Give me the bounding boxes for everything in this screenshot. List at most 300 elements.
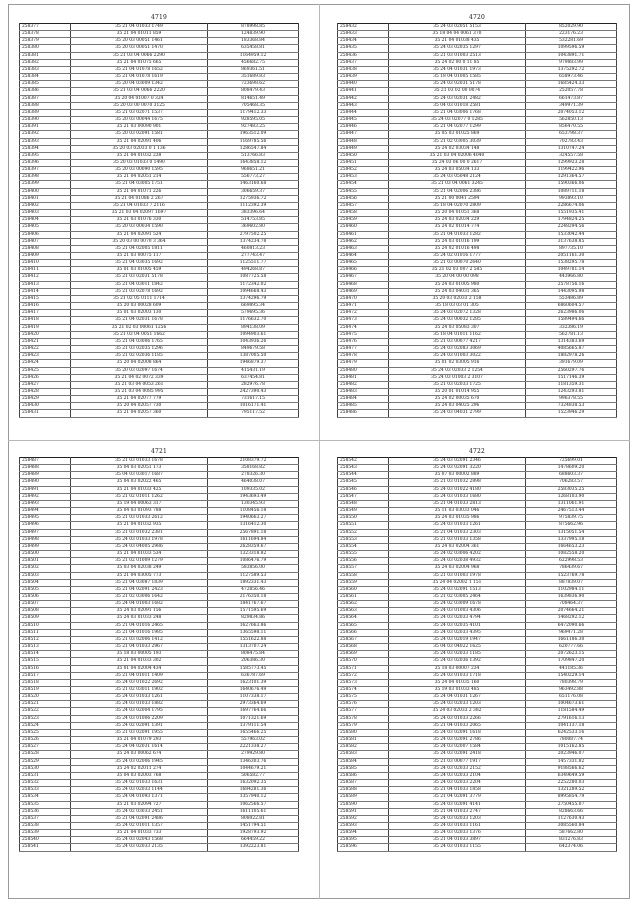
record-id-cell: 258460: [338, 224, 389, 231]
amount-cell: 1551935.41: [526, 210, 617, 217]
amount-cell: 1268103.90: [526, 493, 617, 500]
amount-cell: 514753.85: [208, 217, 299, 224]
account-code-cell: 35 21 02 05 0111 1714: [71, 295, 208, 302]
account-code-cell: 35 24 03 01005 980: [389, 281, 526, 288]
amount-cell: 1087725.58: [208, 274, 299, 281]
record-id-cell: 258436: [338, 52, 389, 59]
table-row: [20, 181, 299, 188]
table-row: [20, 508, 299, 515]
record-id-cell: 258466: [338, 267, 389, 274]
amount-cell: 562781.13: [526, 331, 617, 338]
table-row: [20, 579, 299, 586]
amount-cell: 894138.09: [208, 324, 299, 331]
table-row: [20, 658, 299, 665]
account-code-cell: 35 21 04 03035 1692: [71, 260, 208, 267]
table-row: [338, 66, 617, 73]
record-id-cell: 258556: [338, 558, 389, 565]
record-id-cell: 258427: [20, 381, 71, 388]
record-id-cell: 258487: [20, 458, 71, 465]
record-id-cell: 258467: [338, 274, 389, 281]
amount-cell: 1357940.12: [208, 794, 299, 801]
account-code-cell: 35 24 03 02033 2104: [389, 772, 526, 779]
account-code-cell: 35 24 03 01022 2692: [71, 679, 208, 686]
account-code-cell: 35 24 02 02091 1391: [71, 722, 208, 729]
table-row: [20, 295, 299, 302]
account-code-cell: 35 24 03 00032 1285: [389, 317, 526, 324]
record-id-cell: 258543: [338, 465, 389, 472]
account-code-cell: 35 24 03 01033 2266: [389, 715, 526, 722]
account-code-cell: 35 24 03 01006 2209: [71, 715, 208, 722]
account-code-cell: 35 21 04 03006 1765: [71, 338, 208, 345]
table-row: [20, 346, 299, 353]
table-row: [20, 38, 299, 45]
account-code-cell: 35 21 04 03011 1842: [71, 281, 208, 288]
account-code-cell: 35 04 03 04022 1625: [389, 644, 526, 651]
table-row: [20, 66, 299, 73]
amount-cell: 1685424.33: [526, 81, 617, 88]
record-id-cell: 258428: [20, 388, 71, 395]
record-id-cell: 258406: [20, 231, 71, 238]
amount-cell: 1291364.57: [526, 174, 617, 181]
table-row: [20, 45, 299, 52]
table-row: [338, 231, 617, 238]
record-id-cell: 258570: [338, 658, 389, 665]
column-divider: [319, 4, 320, 899]
account-code-cell: 35 21 04 01011 1409: [71, 672, 208, 679]
table-row: [20, 24, 299, 31]
record-id-cell: 258524: [20, 722, 71, 729]
table-row: [338, 515, 617, 522]
amount-cell: 506582.77: [208, 772, 299, 779]
amount-cell: 2560297.76: [526, 367, 617, 374]
table-row: [20, 174, 299, 181]
amount-cell: 1044679.21: [208, 765, 299, 772]
account-code-cell: 35 21 03 00077 4217: [389, 338, 526, 345]
amount-cell: 1623101.39: [208, 679, 299, 686]
account-code-cell: 35 20 03 00034 1590: [71, 224, 208, 231]
amount-cell: 324557.58: [526, 152, 617, 159]
record-id-cell: 258462: [338, 238, 389, 245]
amount-cell: 1571595.69: [208, 608, 299, 615]
amount-cell: 391679.09: [526, 360, 617, 367]
amount-cell: 849679.58: [208, 346, 299, 353]
record-id-cell: 258409: [20, 253, 71, 260]
table-row: [338, 388, 617, 395]
amount-cell: 897735.10: [526, 245, 617, 252]
record-id-cell: 258548: [338, 500, 389, 507]
table-row: [338, 694, 617, 701]
amount-cell: 1086476.79: [208, 558, 299, 565]
record-id-cell: 258525: [20, 729, 71, 736]
table-row: [20, 722, 299, 729]
amount-cell: 651176.08: [526, 694, 617, 701]
table-row: [338, 486, 617, 493]
account-code-cell: 35 24 03 02004 968: [389, 565, 526, 572]
account-code-cell: 35 21 04 01033 2303: [389, 529, 526, 536]
account-code-cell: 35 24 04 02002 1 151: [389, 579, 526, 586]
account-code-cell: 35 21 04 01071 226: [71, 188, 208, 195]
amount-cell: 1611105.61: [208, 808, 299, 815]
table-row: [338, 529, 617, 536]
amount-cell: 349971.39: [526, 102, 617, 109]
amount-cell: 1387005.50: [208, 353, 299, 360]
amount-cell: 642374.06: [526, 844, 617, 851]
table-row: [338, 81, 617, 88]
account-code-cell: 35 24 04 02031 1614: [71, 744, 208, 751]
account-code-cell: 35 21 03 01033 2612: [71, 515, 208, 522]
account-code-cell: 35 21 04 02091 406: [71, 138, 208, 145]
record-id-cell: 258459: [338, 217, 389, 224]
table-row: [338, 59, 617, 66]
table-row: [338, 579, 617, 586]
record-id-cell: 258379: [20, 38, 71, 45]
record-id-cell: 258567: [338, 636, 389, 643]
ledger-table: [19, 457, 299, 852]
amount-cell: 2467513.44: [526, 508, 617, 515]
record-id-cell: 258416: [20, 303, 71, 310]
record-id-cell: 258421: [20, 338, 71, 345]
account-code-cell: 35 24 04 01035 160: [389, 679, 526, 686]
account-code-cell: 35 21 04 02091 2423: [71, 586, 208, 593]
amount-cell: 637454.81: [208, 374, 299, 381]
amount-cell: 2973364.69: [208, 701, 299, 708]
record-id-cell: 258481: [338, 374, 389, 381]
amount-cell: 1374296.79: [208, 295, 299, 302]
account-code-cell: 35 21 04 01038 435: [389, 38, 526, 45]
amount-cell: 1639836.90: [526, 593, 617, 600]
record-id-cell: 258504: [20, 579, 71, 586]
account-code-cell: 35 24 03 02033 1376: [389, 830, 526, 837]
account-code-cell: 35 24 03 02091 4141: [389, 801, 526, 808]
amount-cell: 702783.43: [526, 138, 617, 145]
account-code-cell: 35 21 02 03 007 2 585: [389, 267, 526, 274]
table-row: [338, 188, 617, 195]
amount-cell: 7324838.53: [526, 403, 617, 410]
account-code-cell: 35 21 02 03006 1642: [71, 593, 208, 600]
table-row: [338, 217, 617, 224]
table-row: [338, 593, 617, 600]
account-code-cell: 35 24 03 02033 2 1254: [389, 367, 526, 374]
amount-cell: 653798.37: [526, 131, 617, 138]
table-row: [338, 174, 617, 181]
table-row: [338, 131, 617, 138]
account-code-cell: 35 21 02 03011 1902: [71, 687, 208, 694]
table-row: [20, 324, 299, 331]
amount-cell: 1538295.78: [526, 260, 617, 267]
table-row: [338, 145, 617, 152]
account-code-cell: 35 21 04 02077 1299: [389, 124, 526, 131]
amount-cell: 875662.96: [526, 522, 617, 529]
amount-cell: 1314383.69: [526, 338, 617, 345]
account-code-cell: 35 11 03 03033 046: [389, 508, 526, 515]
table-row: [338, 558, 617, 565]
record-id-cell: 258484: [338, 396, 389, 403]
account-code-cell: 35 03 04 02038 249: [71, 565, 208, 572]
amount-cell: 1892331.43: [208, 579, 299, 586]
account-code-cell: 35 21 04 01011 859: [71, 31, 208, 38]
amount-cell: 1089711.18: [526, 188, 617, 195]
table-row: [20, 131, 299, 138]
account-code-cell: 35 24 03 02038 4932: [389, 558, 526, 565]
amount-cell: 1589494.66: [526, 317, 617, 324]
account-code-cell: 35 21 03 01003 1978: [389, 572, 526, 579]
table-row: [20, 479, 299, 486]
table-row: [338, 500, 617, 507]
account-code-cell: 35 04 03 03017 1687: [71, 472, 208, 479]
account-code-cell: 35 24 03 01033 1261: [71, 694, 208, 701]
record-id-cell: 258486: [338, 410, 389, 417]
amount-cell: 1337995.18: [526, 536, 617, 543]
table-row: [338, 410, 617, 417]
table-row: [20, 159, 299, 166]
table-row: [338, 622, 617, 629]
account-code-cell: 35 24 03 04025 296: [389, 403, 526, 410]
amount-cell: 869361.51: [208, 66, 299, 73]
record-id-cell: 258578: [338, 715, 389, 722]
account-code-cell: 35 21 04 03005 1751: [71, 181, 208, 188]
account-code-cell: 35 21 04 03005 773: [71, 572, 208, 579]
record-id-cell: 258441: [338, 88, 389, 95]
amount-cell: 1478609.20: [526, 465, 617, 472]
record-id-cell: 258399: [20, 181, 71, 188]
record-id-cell: 258391: [20, 124, 71, 131]
account-code-cell: 35 24 03 06 00 0 2617: [389, 159, 526, 166]
table-row: [338, 260, 617, 267]
account-code-cell: 35 20 03 02091 1581: [71, 131, 208, 138]
table-row: [338, 124, 617, 131]
account-code-cell: 35 24 03 02033 2135: [71, 844, 208, 851]
table-row: [20, 260, 299, 267]
record-id-cell: 258575: [338, 694, 389, 701]
amount-cell: 1457331.82: [526, 758, 617, 765]
account-code-cell: 35 21 03 04 0085 995: [71, 388, 208, 395]
table-row: [20, 360, 299, 367]
amount-cell: 2791616.13: [526, 715, 617, 722]
record-id-cell: 258490: [20, 479, 71, 486]
amount-cell: 2286674.06: [526, 202, 617, 209]
record-id-cell: 258541: [20, 844, 71, 851]
account-code-cell: 35 21 04 03087 1839: [71, 579, 208, 586]
account-code-cell: 35 20 04 00 00 098: [389, 274, 526, 281]
amount-cell: 1375292.72: [526, 66, 617, 73]
record-id-cell: 258544: [338, 472, 389, 479]
amount-cell: 1275936.72: [208, 195, 299, 202]
record-id-cell: 258404: [20, 217, 71, 224]
record-id-cell: 258387: [20, 95, 71, 102]
record-id-cell: 258546: [338, 486, 389, 493]
account-code-cell: 35 21 03 01076 330: [71, 217, 208, 224]
amount-cell: 8995854.79: [526, 794, 617, 801]
table-row: [20, 267, 299, 274]
amount-cell: 829834.86: [208, 615, 299, 622]
record-id-cell: 258539: [20, 830, 71, 837]
table-row: [20, 31, 299, 38]
account-code-cell: 35 21 03 00077 1917: [389, 758, 526, 765]
account-code-cell: 35 21 04 02005 1811: [71, 245, 208, 252]
account-code-cell: 35 21 04 02057 360: [71, 410, 208, 417]
table-row: [20, 751, 299, 758]
amount-cell: 1463160.68: [208, 181, 299, 188]
amount-cell: 1946879.37: [208, 360, 299, 367]
amount-cell: 658973.46: [526, 74, 617, 81]
table-row: [338, 551, 617, 558]
table-row: [20, 238, 299, 245]
amount-cell: 706283.57: [526, 479, 617, 486]
account-code-cell: 35 24 03 02072 1328: [389, 310, 526, 317]
amount-cell: 415431.19: [208, 367, 299, 374]
record-id-cell: 258505: [20, 586, 71, 593]
amount-cell: 223176.23: [526, 31, 617, 38]
amount-cell: 358168.82: [208, 465, 299, 472]
account-code-cell: 35 21 04 01033 7 2116: [71, 202, 208, 209]
table-row: [20, 338, 299, 345]
account-code-cell: 35 24 03 02091 1618: [389, 729, 526, 736]
record-id-cell: 258407: [20, 238, 71, 245]
account-code-cell: 35 07 03 00002 889: [389, 472, 526, 479]
table-row: [338, 687, 617, 694]
table-row: [20, 403, 299, 410]
amount-cell: 780398.79: [526, 679, 617, 686]
record-id-cell: 258582: [338, 744, 389, 751]
table-row: [20, 808, 299, 815]
table-row: [338, 601, 617, 608]
account-code-cell: 35 24 02 01016 498: [389, 245, 526, 252]
record-id-cell: 258555: [338, 551, 389, 558]
record-id-cell: 258581: [338, 737, 389, 744]
record-id-cell: 258594: [338, 830, 389, 837]
table-row: [20, 608, 299, 615]
account-code-cell: 35 24 03 02007 1584: [389, 744, 526, 751]
table-row: [338, 381, 617, 388]
record-id-cell: 258479: [338, 360, 389, 367]
table-row: [20, 536, 299, 543]
amount-cell: 6349649.59: [526, 772, 617, 779]
record-id-cell: 258463: [338, 245, 389, 252]
table-row: [20, 217, 299, 224]
account-code-cell: 35 21 04 01033 1858: [389, 787, 526, 794]
amount-cell: 6242533.16: [526, 729, 617, 736]
record-id-cell: 258413: [20, 281, 71, 288]
amount-cell: 1655466.25: [208, 729, 299, 736]
table-row: [20, 231, 299, 238]
table-row: [20, 145, 299, 152]
amount-cell: 579695.36: [208, 310, 299, 317]
amount-cell: 852029.90: [526, 24, 617, 31]
table-row: [20, 396, 299, 403]
account-code-cell: 35 24 02 03033 2451: [71, 808, 208, 815]
record-id-cell: 258392: [20, 131, 71, 138]
record-id-cell: 258510: [20, 622, 71, 629]
account-code-cell: 35 21 02 03005 2464: [389, 593, 526, 600]
record-id-cell: 258530: [20, 765, 71, 772]
record-id-cell: 258382: [20, 59, 71, 66]
table-row: [20, 353, 299, 360]
table-row: [338, 458, 617, 465]
account-code-cell: 35 20 03 00 0070 3 364: [71, 238, 208, 245]
table-row: [338, 238, 617, 245]
table-row: [338, 830, 617, 837]
table-row: [20, 388, 299, 395]
amount-cell: 1697764.66: [208, 708, 299, 715]
account-code-cell: 35 21 03 01033 1358: [389, 536, 526, 543]
account-code-cell: 35 21 04 02077 779: [71, 396, 208, 403]
record-id-cell: 258506: [20, 593, 71, 600]
record-id-cell: 258563: [338, 608, 389, 615]
account-code-cell: 35 21 03 01033 1678: [71, 458, 208, 465]
record-id-cell: 258457: [338, 202, 389, 209]
record-id-cell: 258507: [20, 601, 71, 608]
account-code-cell: 35 20 04 03009 1342: [71, 81, 208, 88]
amount-cell: 1094668.43: [208, 288, 299, 295]
amount-cell: 2583035.25: [526, 486, 617, 493]
record-id-cell: 258532: [20, 780, 71, 787]
amount-cell: 1102984.11: [526, 586, 617, 593]
account-code-cell: 35 24 02 01014 774: [389, 224, 526, 231]
amount-cell: 979883.99: [526, 59, 617, 66]
table-row: [20, 644, 299, 651]
account-code-cell: 35 01 02 03005 916: [389, 360, 526, 367]
table-row: [338, 396, 617, 403]
account-code-cell: 35 21 04 02051 214: [71, 174, 208, 181]
amount-cell: 277743.47: [208, 253, 299, 260]
amount-cell: 1199422.96: [526, 167, 617, 174]
amount-cell: 808475.84: [208, 651, 299, 658]
table-row: [20, 188, 299, 195]
amount-cell: 723698.62: [208, 81, 299, 88]
amount-cell: 513766.83: [208, 152, 299, 159]
record-id-cell: 258590: [338, 801, 389, 808]
table-row: [20, 486, 299, 493]
table-row: [338, 837, 617, 844]
account-code-cell: 35 24 03 02035 4101: [389, 622, 526, 629]
account-code-cell: 35 24 03 02033 1185: [389, 651, 526, 658]
record-id-cell: 258377: [20, 24, 71, 31]
amount-cell: 1321289.52: [526, 787, 617, 794]
amount-cell: 1374234.78: [208, 238, 299, 245]
table-row: [20, 687, 299, 694]
table-row: [338, 808, 617, 815]
account-code-cell: 35 21 03 00090 901: [71, 124, 208, 131]
table-row: [20, 195, 299, 202]
account-code-cell: 35 24 03 02033 2204: [389, 780, 526, 787]
record-id-cell: 258593: [338, 822, 389, 829]
amount-cell: 1172342.02: [208, 281, 299, 288]
table-row: [338, 780, 617, 787]
table-row: [20, 472, 299, 479]
amount-cell: 1365598.11: [208, 629, 299, 636]
amount-cell: 557963.02: [208, 737, 299, 744]
record-id-cell: 258512: [20, 636, 71, 643]
record-id-cell: 258435: [338, 45, 389, 52]
record-id-cell: 258444: [338, 109, 389, 116]
record-id-cell: 258550: [338, 515, 389, 522]
amount-cell: 1540229.14: [526, 672, 617, 679]
record-id-cell: 258465: [338, 260, 389, 267]
table-row: [20, 586, 299, 593]
account-code-cell: 35 21 04 01086 2 267: [71, 195, 208, 202]
account-code-cell: 35 21 03 04 0066 2220: [71, 88, 208, 95]
record-id-cell: 258417: [20, 310, 71, 317]
account-code-cell: 35 20 04 01051 368: [389, 210, 526, 217]
amount-cell: 1943693.49: [208, 493, 299, 500]
account-code-cell: 35 21 04 01033 2747: [389, 808, 526, 815]
account-code-cell: 35 21 04 01033 733: [71, 830, 208, 837]
account-code-cell: 35 24 03 02033 4395: [389, 629, 526, 636]
table-row: [338, 472, 617, 479]
record-id-cell: 258502: [20, 565, 71, 572]
table-row: [20, 288, 299, 295]
amount-cell: 1286547.84: [208, 145, 299, 152]
